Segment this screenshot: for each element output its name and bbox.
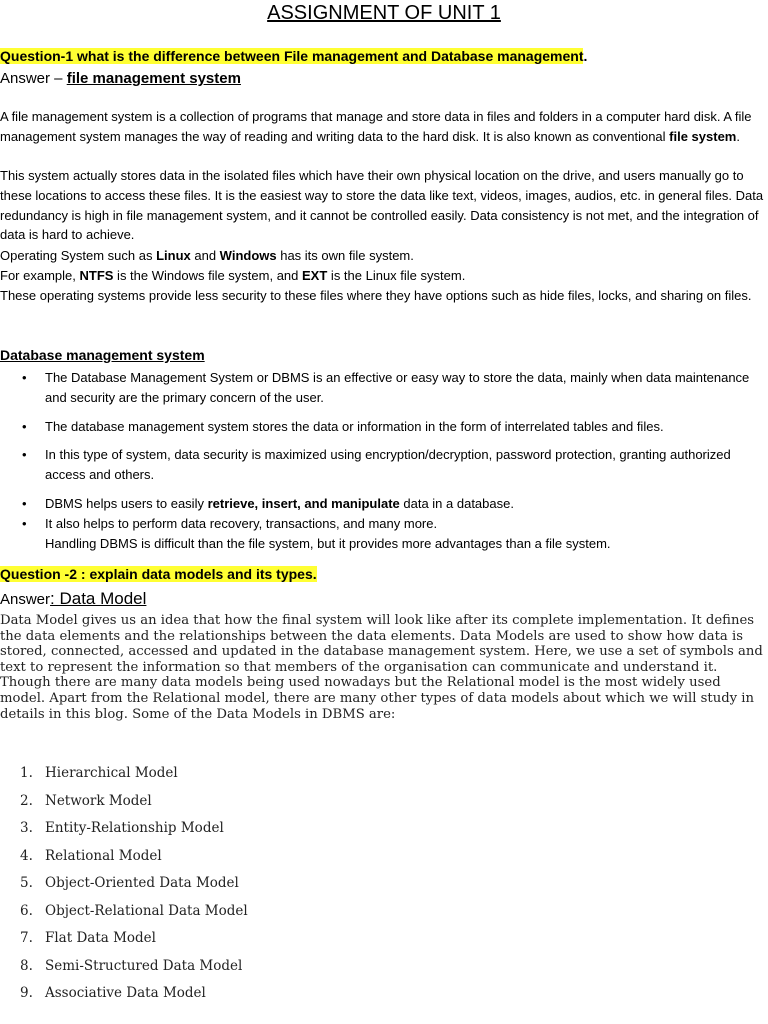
answer-2-prefix: Answer <box>0 591 51 608</box>
list-number: 4. <box>20 847 33 864</box>
list-item-continuation: Handling DBMS is difficult than the file system, but it provides more advantages than a file system. <box>45 535 611 551</box>
list-item <box>0 927 248 955</box>
list-item: • The Database Management System or DBMS is an effective or easy way to store the data, mainly when data maintenance and security are the primary concern of the user. <box>22 370 750 405</box>
list-item <box>0 790 248 818</box>
list-number: 8. <box>20 957 33 974</box>
list-item <box>0 872 248 900</box>
list-item: • In this type of system, data security is maximized using encryption/decryption, password protection, granting authorized access and others. <box>22 447 731 483</box>
fms-paragraph-3: Operating System such as Linux and Windows has its own file system. <box>0 248 414 263</box>
data-model-label: Hierarchical Model <box>45 765 178 781</box>
list-item <box>0 845 248 873</box>
data-model-label: Semi-Structured Data Model <box>45 957 243 974</box>
dbms-heading: Database management system <box>0 347 205 363</box>
data-models-list <box>0 762 248 1010</box>
answer-1 <box>0 70 241 87</box>
list-number: 7. <box>20 930 33 946</box>
data-model-label: Object-Oriented Data Model <box>45 875 239 891</box>
list-item <box>0 762 248 790</box>
list-number: 1. <box>20 765 33 781</box>
list-item <box>0 900 248 928</box>
data-model-heading: : Data Model <box>50 589 147 608</box>
list-item <box>0 817 248 845</box>
question-2 <box>0 566 317 582</box>
list-number: 5. <box>20 875 33 891</box>
fms-paragraph-5: These operating systems provide less security to these files where they have options such as hide files, locks, and sharing on files. <box>0 288 752 303</box>
answer-2 <box>0 589 146 609</box>
fms-paragraph-2: This system actually stores data in the isolated files which have their own physical location on the drive, and users manually go to these locations to access these files. It is the easiest way to store the data like text, videos, images, audios, etc. in general files. Data redundancy is high in file management system, and it cannot be controlled easily. Data consistency is not met, and the integration of data is hard to achieve. <box>0 168 764 243</box>
list-item: • It also helps to perform data recovery, transactions, and many more. <box>22 515 438 531</box>
data-model-label: Network Model <box>45 792 152 809</box>
data-model-label: Flat Data Model <box>45 930 156 946</box>
list-item: • The database management system stores the data or information in the form of interrelated tables and files. <box>22 418 664 434</box>
question-1-highlight: Question-1 what is the difference between File management and Database management <box>0 48 584 64</box>
question-1 <box>0 48 587 64</box>
data-model-paragraph: Data Model gives us an idea that how the final system will look like after its complete implementation. It defines the data elements and the relationships between the data elements. Data Models are used to show how data is stored, connected, accessed and updated in the database management system. Here, we use a set of symbols and text to represent the information so that members of the organisation can communicate and understand it. Though there are many data models being used nowadays but the Relational model is the most widely used model. Apart from the Relational model, there are many other types of data models about which we will study in details in this blog. Some of the Data Models in DBMS are: <box>0 613 763 722</box>
file-management-heading: file management system <box>66 70 241 87</box>
question-2-highlight: Question -2 : explain data models and its types. <box>0 566 317 582</box>
answer-1-prefix: Answer – <box>0 70 67 87</box>
list-number: 3. <box>20 820 33 836</box>
fms-paragraph-4: For example, NTFS is the Windows file system, and EXT is the Linux file system. <box>0 268 466 283</box>
question-1-end: . <box>583 48 588 64</box>
list-number: 2. <box>20 792 33 809</box>
list-number: 9. <box>20 985 33 1001</box>
data-model-label: Entity-Relationship Model <box>45 820 224 836</box>
data-model-label: Object-Relational Data Model <box>45 902 248 919</box>
data-model-label: Relational Model <box>45 847 162 864</box>
page-title: ASSIGNMENT OF UNIT 1 <box>267 2 501 24</box>
data-model-label: Associative Data Model <box>45 985 206 1001</box>
dbms-bullet-list <box>0 368 766 553</box>
list-item: • DBMS helps users to easily retrieve, insert, and manipulate data in a database. <box>22 495 514 511</box>
list-number: 6. <box>20 902 33 919</box>
fms-paragraph-1: A file management system is a collection of programs that manage and store data in files and folders in a computer hard disk. A file management system manages the way of reading and writing data to the hard disk. It is also known as conventional file system. <box>0 109 752 144</box>
list-item <box>0 955 248 983</box>
list-item <box>0 982 248 1010</box>
